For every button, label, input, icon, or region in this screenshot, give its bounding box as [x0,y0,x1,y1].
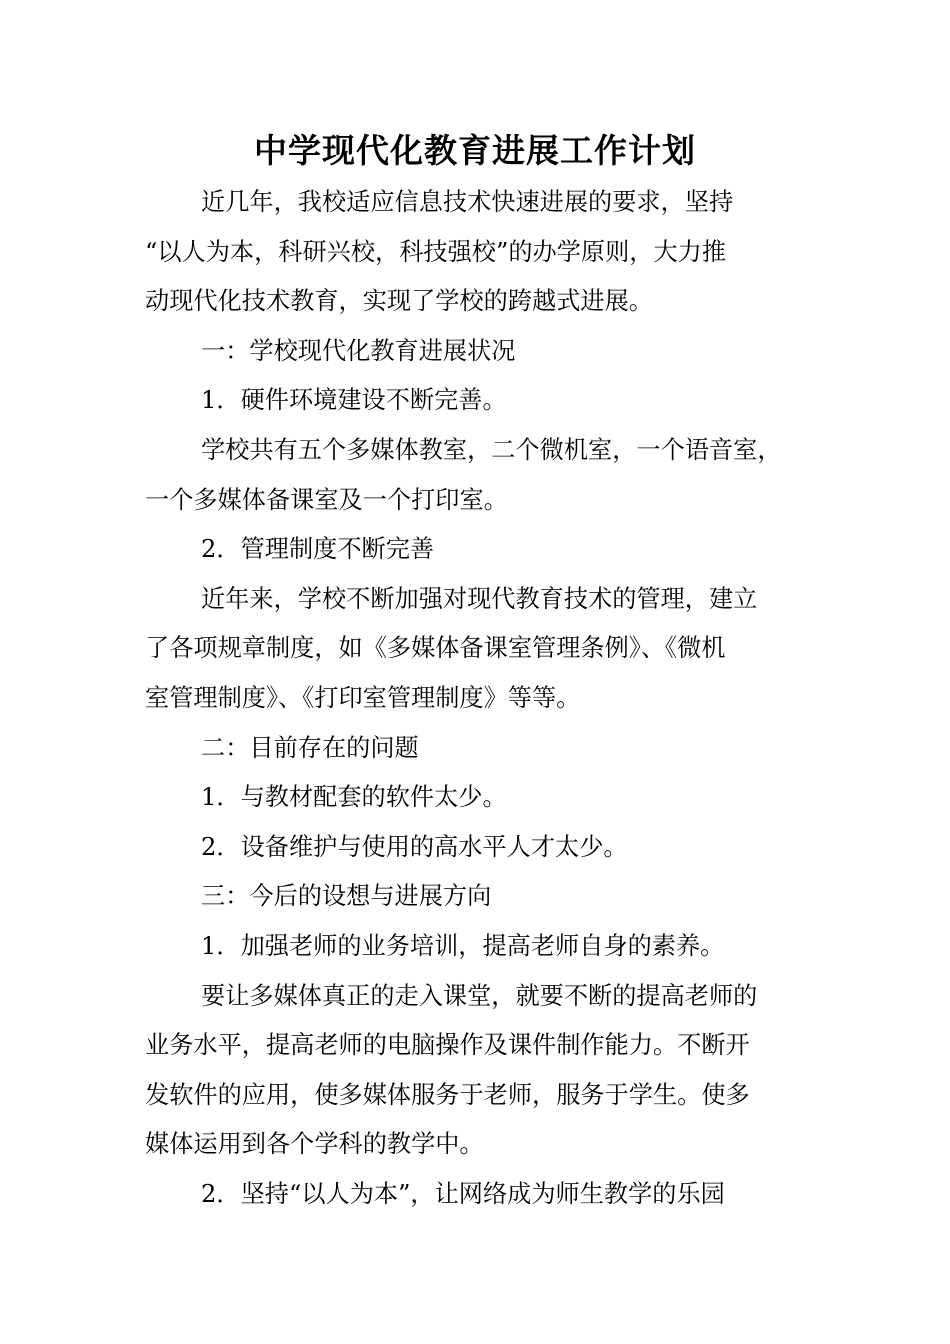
text-line: 业务水平，提高老师的电脑操作及课件制作能力。不断开 [145,1031,750,1060]
text-line: 二：目前存在的问题 [201,733,419,762]
text-line: 要让多媒体真正的走入课堂，就要不断的提高老师的 [201,981,758,1010]
subheading-3-2 [145,1170,825,1220]
paragraph-hardware [145,426,825,525]
paragraph-management [145,575,825,724]
document-title: 中学现代化教育进展工作计划 [254,131,696,170]
section-heading-3 [145,872,825,922]
section-heading-1 [145,327,825,377]
text-line: 近几年，我校适应信息技术快速进展的要求，坚持 [201,188,734,216]
paragraph-training [145,972,825,1170]
subheading-1-1 [145,376,825,426]
subheading-3-1 [145,922,825,972]
text-line: 2．坚持“以人为本”，让网络成为师生教学的乐园 [201,1179,725,1208]
text-line: 媒体运用到各个学科的教学中。 [145,1130,484,1159]
subheading-2-2 [145,823,825,873]
text-line: 了各项规章制度，如《多媒体备课室管理条例》、《微机 [145,634,726,663]
text-line: 1．加强老师的业务培训，提高老师自身的素养。 [201,931,725,960]
text-line: 2．设备维护与使用的高水平人才太少。 [201,832,628,861]
section-heading-2 [145,724,825,774]
text-line: 1．硬件环境建设不断完善。 [201,386,507,415]
text-line: 近年来，学校不断加强对现代教育技术的管理，建立 [201,584,758,613]
text-line: 发软件的应用，使多媒体服务于老师，服务于学生。使多 [145,1080,750,1109]
text-line: “以人为本，科研兴校，科技强校”的办学原则，大力推 [145,237,727,266]
text-line: 1．与教材配套的软件太少。 [201,783,507,812]
text-line: 室管理制度》、《打印室管理制度》等等。 [145,683,581,712]
document-body [145,178,825,1219]
paragraph-intro [145,178,825,327]
text-line: 学校共有五个多媒体教室，二个微机室，一个语音室， [201,435,782,464]
text-line: 2．管理制度不断完善 [201,535,435,564]
text-line: 三：今后的设想与进展方向 [201,882,492,911]
text-line: 一个多媒体备课室及一个打印室。 [145,485,508,514]
text-line: 一：学校现代化教育进展状况 [201,336,516,365]
text-line: 动现代化技术教育，实现了学校的跨越式进展。 [145,287,653,316]
subheading-2-1 [145,773,825,823]
subheading-1-2 [145,525,825,575]
